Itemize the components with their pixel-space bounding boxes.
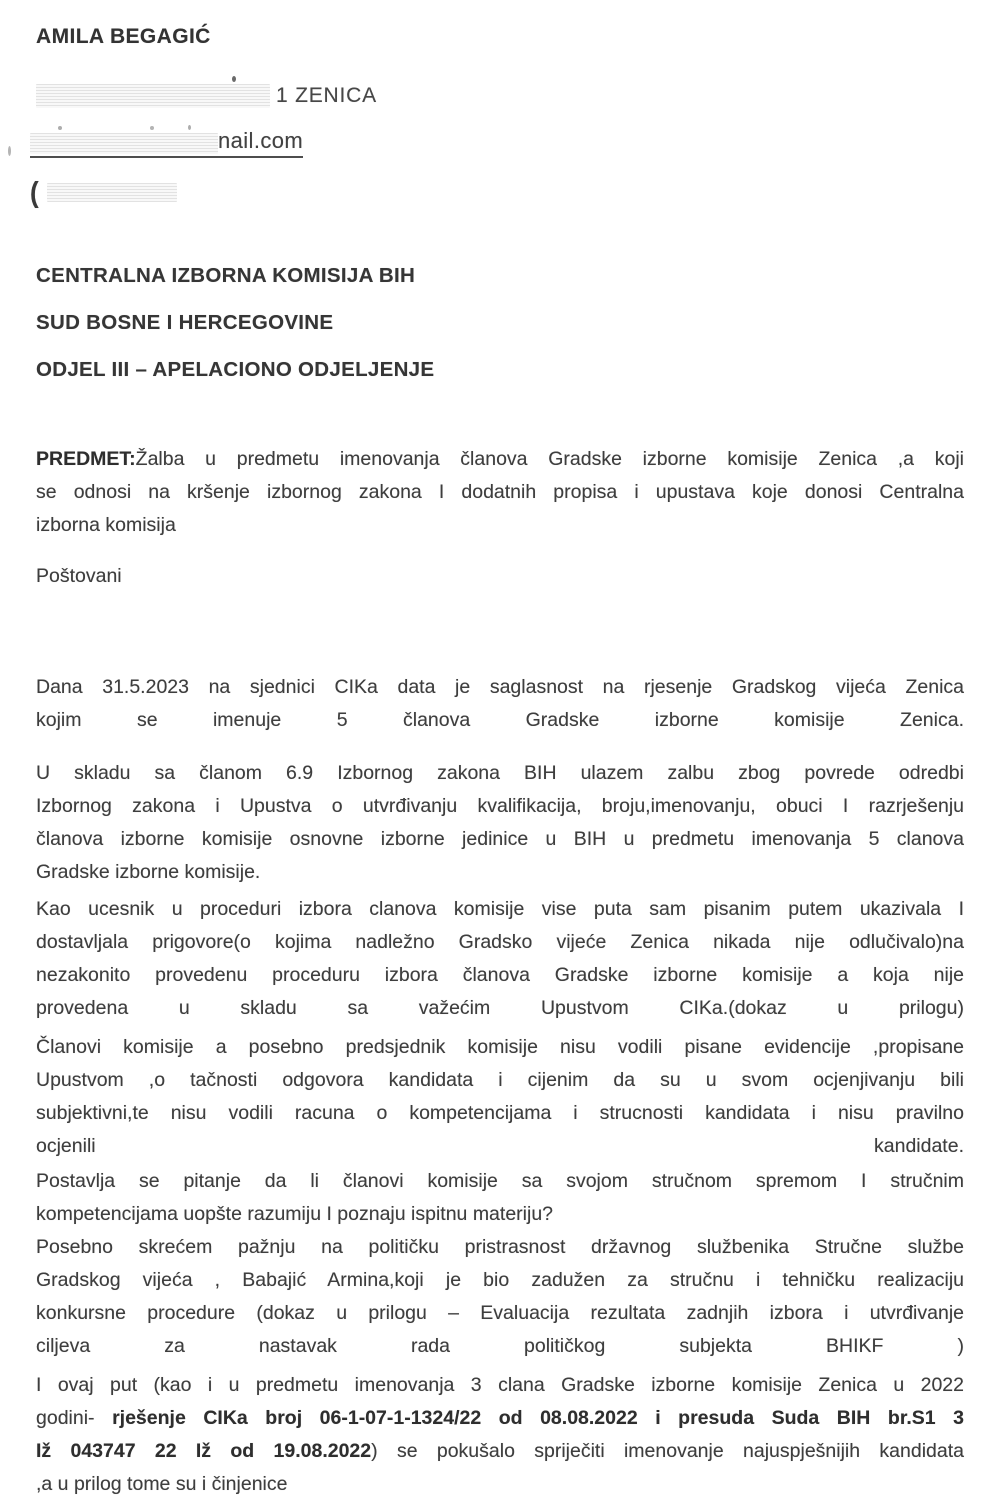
text-segment: kompetencijama uopšte razumiju I poznaju ispitnu materiju?	[36, 1203, 554, 1225]
bold-text-segment: rješenje CIKa broj 06-1-07-1-1324/22 od 08.08.2022 i presuda Suda BIH br.S1 3	[112, 1407, 964, 1429]
text-segment: Izbornog zakona i Upustva o utvrđivanju kvalifikacija, broju,imenovanju, obuci I razrješenju	[36, 795, 964, 817]
bold-text-segment: Iž 043747 22 Iž od 19.08.2022	[36, 1440, 372, 1462]
sender-email-line	[30, 128, 964, 158]
paragraph-5-line-4	[36, 1264, 964, 1297]
scan-speck	[150, 126, 154, 130]
paragraph-6-line-2	[36, 1402, 964, 1435]
text-segment: izborna komisija	[36, 514, 176, 536]
text-segment: provedena u skladu sa važećim Upustvom CIKa.(dokaz u prilogu)	[36, 997, 964, 1019]
text-segment: se odnosi na kršenje izbornog zakona I dodatnih propisa i upustava koje donosi Centralna	[36, 481, 964, 503]
text-segment: Žalba u predmetu imenovanja članova Gradske izborne komisije Zenica ,a koji	[135, 448, 964, 470]
paragraph-3-line-4	[36, 992, 964, 1025]
email-visible-text: nail.com	[218, 128, 304, 153]
paragraph-4-line-2	[36, 1064, 964, 1097]
text-segment: kojim se imenuje 5 članova Gradske izborne komisije Zenica.	[36, 709, 964, 731]
recipient-line-cik: CENTRALNA IZBORNA KOMISIJA BIH	[36, 264, 416, 287]
sender-phone-line	[30, 174, 964, 208]
text-segment: ,a u prilog tome su i činjenice	[36, 1473, 288, 1495]
text-segment: ciljeva za nastavak rada političkog subjekta BHIKF )	[36, 1335, 964, 1357]
greeting	[36, 560, 964, 593]
paragraph-1	[36, 671, 964, 737]
paragraph-2-line-2	[36, 790, 964, 823]
redacted-email	[30, 133, 218, 154]
text-segment: ) se pokušalo spriječiti imenovanje najuspješnijih kandidata	[371, 1440, 964, 1462]
paragraph-3	[36, 893, 964, 1025]
paragraph-1-line-1	[36, 671, 964, 704]
paragraph-6-line-3	[36, 1435, 964, 1468]
text-segment: ocjenili kandidate.	[36, 1135, 964, 1157]
sender-address-line	[36, 82, 964, 110]
subject-paragraph-line-1	[36, 443, 964, 476]
scan-speck	[188, 125, 191, 130]
paragraph-5-line-1	[36, 1165, 964, 1198]
bold-text-segment: PREDMET:	[36, 448, 136, 470]
recipient-block	[36, 264, 964, 381]
text-segment: godini-	[36, 1407, 113, 1429]
recipient-line-odjel: ODJEL III – APELACIONO ODJELJENJE	[36, 358, 435, 381]
paragraph-2	[36, 757, 964, 889]
recipient-line-sud: SUD BOSNE I HERCEGOVINE	[36, 311, 334, 334]
text-segment: konkursne procedure (dokaz u prilogu – Evaluacija rezultata zadnjih izbora i utvrđivanje	[36, 1302, 964, 1324]
scan-speck	[232, 76, 236, 82]
letter-body	[36, 443, 964, 1501]
paragraph-5	[36, 1165, 964, 1363]
paragraph-2-line-3	[36, 823, 964, 856]
text-segment: Poštovani	[36, 565, 122, 587]
text-segment: I ovaj put (kao i u predmetu imenovanja 3 clana Gradske izborne komisije Zenica u 2022	[36, 1374, 964, 1396]
scanned-letter-page	[0, 24, 1000, 1505]
subject-paragraph-line-2	[36, 476, 964, 509]
sender-name: AMILA BEGAGIĆ	[36, 25, 211, 48]
paragraph-5-line-5	[36, 1297, 964, 1330]
redacted-phone	[47, 183, 177, 202]
paragraph-3-line-3	[36, 959, 964, 992]
text-segment: Članovi komisije a posebno predsjednik komisije nisu vodili pisane evidencije ,propisane	[36, 1036, 964, 1058]
paragraph-5-line-3	[36, 1231, 964, 1264]
text-segment: nezakonito provedenu proceduru izbora članova Gradske izborne komisije a koja nije	[36, 964, 964, 986]
scan-speck	[58, 126, 62, 130]
redacted-address	[36, 84, 270, 108]
paragraph-2-line-4	[36, 856, 964, 889]
paragraph-4-line-1	[36, 1031, 964, 1064]
paragraph-1-line-2	[36, 704, 964, 737]
paragraph-4-line-3	[36, 1097, 964, 1130]
text-segment: Gradske izborne komisije.	[36, 861, 261, 883]
subject-paragraph	[36, 443, 964, 542]
paragraph-2-line-1	[36, 757, 964, 790]
text-segment: subjektivni,te nisu vodili racuna o kompetencijama i strucnosti kandidata i nisu pravilno	[36, 1102, 964, 1124]
text-segment: Gradskog vijeća , Babajić Armina,koji je bio zadužen za stručnu i tehničku realizaciju	[36, 1269, 964, 1291]
paragraph-6-line-1	[36, 1369, 964, 1402]
paragraph-3-line-2	[36, 926, 964, 959]
paragraph-5-line-6	[36, 1330, 964, 1363]
text-segment: Dana 31.5.2023 na sjednici CIKa data je saglasnost na rjesenje Gradskog vijeća Zenica	[36, 676, 964, 698]
greeting-line-1	[36, 560, 964, 593]
paragraph-4-line-4	[36, 1130, 964, 1163]
paragraph-6	[36, 1369, 964, 1501]
phone-visible-text: (	[30, 174, 39, 208]
text-segment: Posebno skrećem pažnju na političku pristrasnost državnog službenika Stručne službe	[36, 1236, 964, 1258]
scan-speck	[8, 146, 11, 156]
paragraph-6-line-4	[36, 1468, 964, 1501]
text-segment: dostavljala prigovore(o kojima nadležno Gradsko vijeće Zenica nikada nije odlučivalo)na	[36, 931, 964, 953]
address-visible-text: 1 ZENICA	[276, 84, 377, 107]
paragraph-3-line-1	[36, 893, 964, 926]
email-underline	[30, 128, 303, 158]
text-segment: članova izborne komisije osnovne izborne jedinice u BIH u predmetu imenovanja 5 clanova	[36, 828, 964, 850]
text-segment: Postavlja se pitanje da li članovi komisije sa svojom stručnom spremom I stručnim	[36, 1170, 964, 1192]
paragraph-5-line-2	[36, 1198, 964, 1231]
text-segment: Upustvom ,o tačnosti odgovora kandidata i cijenim da su u svom ocjenjivanju bili	[36, 1069, 964, 1091]
paragraph-4	[36, 1031, 964, 1163]
text-segment: U skladu sa članom 6.9 Izbornog zakona BIH ulazem zalbu zbog povrede odredbi	[36, 762, 964, 784]
text-segment: Kao ucesnik u proceduri izbora clanova komisije vise puta sam pisanim putem ukazivala I	[36, 898, 964, 920]
subject-paragraph-line-3	[36, 509, 964, 542]
